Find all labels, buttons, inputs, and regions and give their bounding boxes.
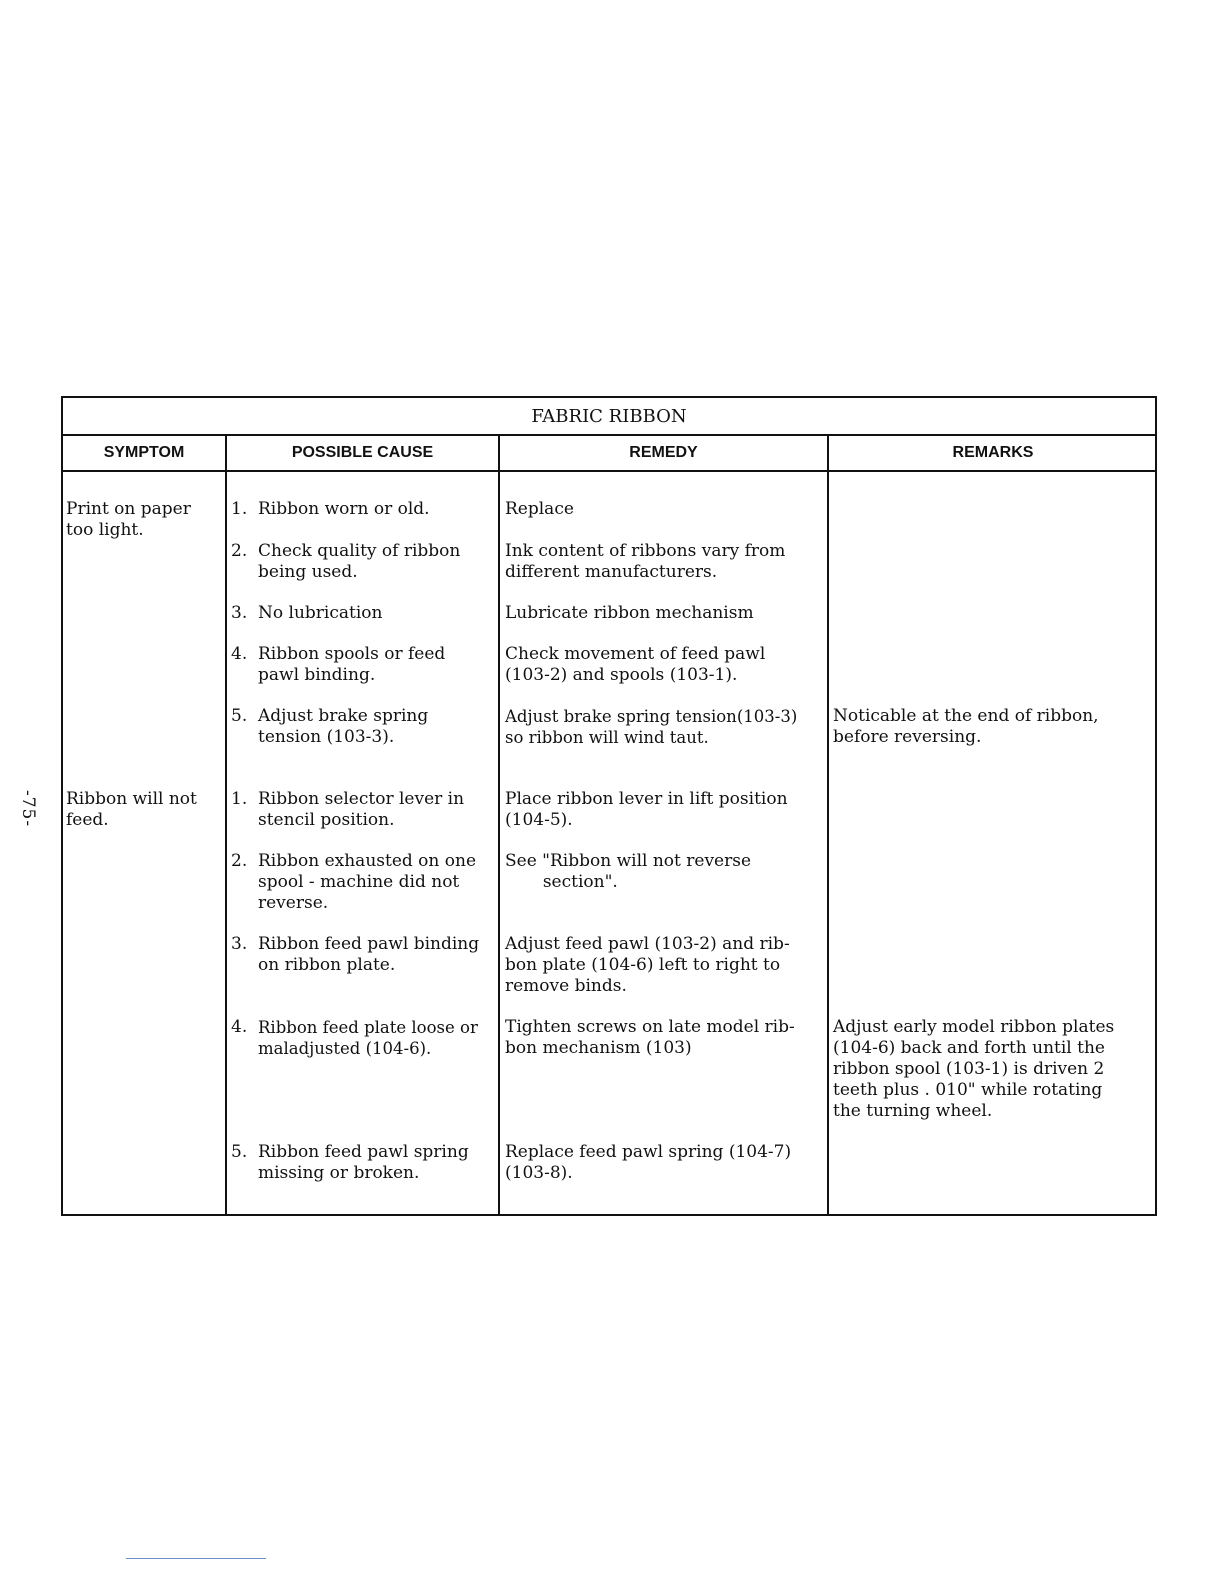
cause-number: 3.: [231, 934, 248, 954]
cause-cell: Check quality of ribbon being used.: [258, 541, 461, 582]
remedy-cell: Place ribbon lever in lift position (104-5).: [505, 789, 788, 830]
remedy-cell: Replace: [505, 499, 574, 519]
cause-cell: Ribbon feed pawl spring missing or broken.: [258, 1142, 469, 1183]
page-number: -75-: [18, 790, 38, 828]
cause-cell: Ribbon spools or feed pawl binding.: [258, 644, 446, 685]
cause-cell: Ribbon feed plate loose or maladjusted (104-6).: [258, 1018, 478, 1058]
cause-cell: Ribbon exhausted on one spool - machine did not reverse.: [258, 851, 477, 913]
remedy-cell: Check movement of feed pawl (103-2) and spools (103-1).: [505, 644, 766, 685]
cause-cell: Ribbon worn or old.: [258, 499, 430, 519]
remedy-cell: Tighten screws on late model rib- bon mechanism (103): [505, 1017, 795, 1058]
cause-number: 1.: [231, 499, 248, 519]
column-divider: [827, 434, 829, 1214]
symptom-cell: Ribbon will not feed.: [66, 789, 197, 830]
table-title: FABRIC RIBBON: [63, 398, 1155, 436]
remedy-cell: See "Ribbon will not reverse section".: [505, 851, 752, 892]
cause-number: 4.: [231, 1017, 248, 1037]
troubleshooting-table: [61, 396, 1157, 1216]
header-remedy: REMEDY: [629, 444, 698, 461]
remarks-cell: Adjust early model ribbon plates (104-6) back and forth until the ribbon spool (103-1) is driven 2 teeth plus . 010" while rotating the turning wheel.: [833, 1017, 1115, 1121]
remedy-cell: Adjust feed pawl (103-2) and rib- bon plate (104-6) left to right to remove binds.: [505, 934, 790, 996]
cause-number: 4.: [231, 644, 248, 664]
cause-number: 2.: [231, 851, 248, 871]
footer-rule: [126, 1558, 266, 1559]
remedy-cell: Ink content of ribbons vary from different manufacturers.: [505, 541, 786, 582]
cause-number: 1.: [231, 789, 248, 809]
header-symptom: SYMPTOM: [103, 444, 185, 461]
cause-number: 5.: [231, 1142, 248, 1162]
column-divider: [498, 434, 500, 1214]
cause-cell: Ribbon feed pawl binding on ribbon plate.: [258, 934, 480, 975]
header-possible-cause: POSSIBLE CAUSE: [291, 444, 434, 461]
header-remarks: REMARKS: [952, 444, 1034, 461]
remedy-cell: Adjust brake spring tension(103-3) so ribbon will wind taut.: [505, 707, 798, 747]
cause-number: 3.: [231, 603, 248, 623]
cause-number: 5.: [231, 706, 248, 726]
remedy-cell: Replace feed pawl spring (104-7) (103-8).: [505, 1142, 792, 1183]
cause-number: 2.: [231, 541, 248, 561]
column-divider: [225, 434, 227, 1214]
header-row: [63, 434, 1155, 472]
remarks-cell: Noticable at the end of ribbon, before reversing.: [833, 706, 1099, 747]
cause-cell: No lubrication: [258, 603, 383, 623]
cause-cell: Ribbon selector lever in stencil position.: [258, 789, 465, 830]
remedy-cell: Lubricate ribbon mechanism: [505, 603, 754, 623]
cause-cell: Adjust brake spring tension (103-3).: [258, 706, 429, 747]
symptom-cell: Print on paper too light.: [66, 499, 191, 540]
